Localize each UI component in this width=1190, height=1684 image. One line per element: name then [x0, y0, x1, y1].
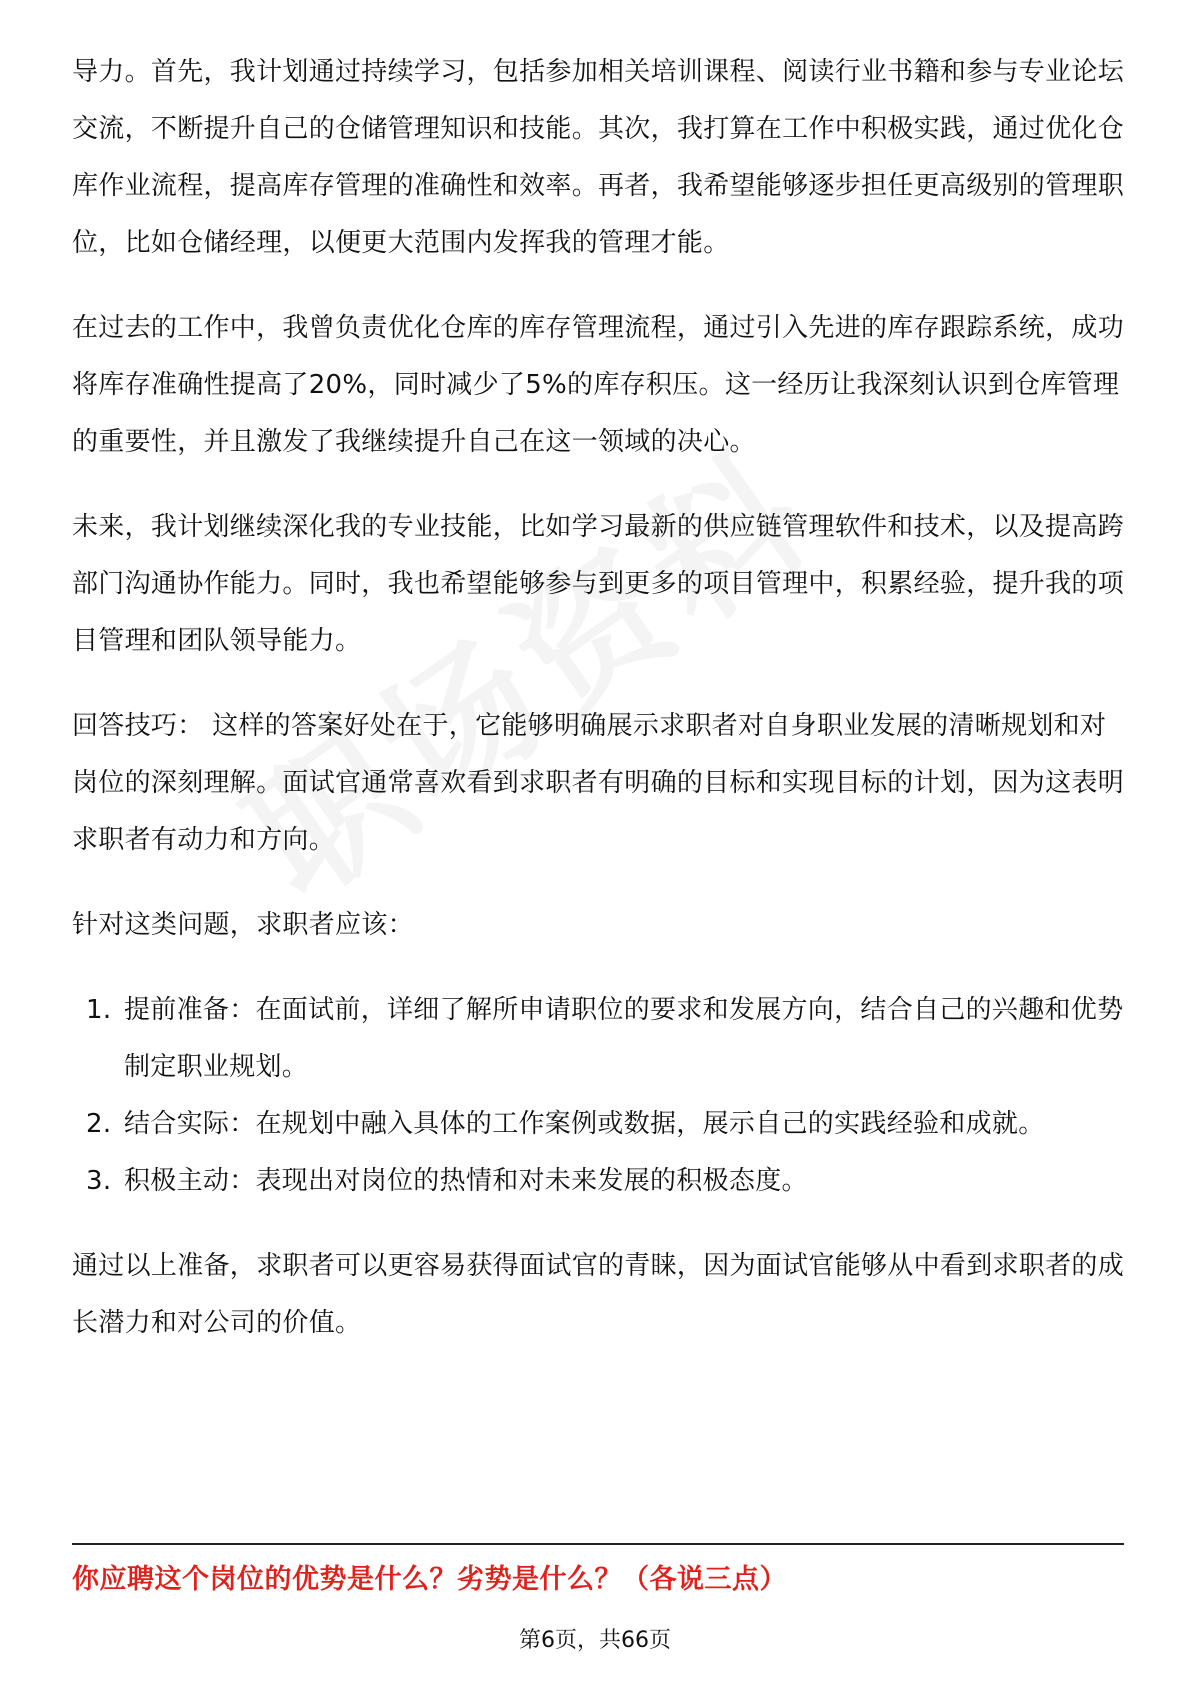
list-item	[72, 982, 1124, 1096]
list-item-text: 结合实际：在规划中融入具体的工作案例或数据，展示自己的实践经验和成就。	[124, 1109, 1045, 1139]
advice-list	[72, 982, 1124, 1210]
list-item-text: 积极主动：表现出对岗位的热情和对未来发展的积极态度。	[124, 1166, 808, 1196]
page-number: 第6页，共66页	[519, 1628, 671, 1653]
list-item-text: 提前准备：在面试前，详细了解所申请职位的要求和发展方向，结合自己的兴趣和优势制定职业规划。	[124, 995, 1124, 1082]
section-divider	[72, 1543, 1124, 1545]
list-item-number: 3.	[86, 1166, 112, 1196]
paragraph-future: 未来，我计划继续深化我的专业技能，比如学习最新的供应链管理软件和技术，以及提高跨部门沟通协作能力。同时，我也希望能够参与到更多的项目管理中，积累经验，提升我的项目管理和团队领导能力。	[72, 512, 1125, 656]
list-item-number: 1.	[86, 995, 112, 1025]
paragraph-experience: 在过去的工作中，我曾负责优化仓库的库存管理流程，通过引入先进的库存跟踪系统，成功将库存准确性提高了20%，同时减少了5%的库存积压。这一经历让我深刻认识到仓库管理的重要性，并且激发了我继续提升自己在这一领域的决心。	[72, 313, 1125, 457]
paragraph-closing: 通过以上准备，求职者可以更容易获得面试官的青睐，因为面试官能够从中看到求职者的成长潜力和对公司的价值。	[72, 1251, 1125, 1338]
document-body	[72, 44, 1124, 1380]
next-question-heading: 你应聘这个岗位的优势是什么？劣势是什么？（各说三点）	[72, 1564, 787, 1595]
list-item	[72, 1153, 1124, 1210]
paragraph-advice-intro: 针对这类问题，求职者应该：	[72, 910, 414, 940]
list-item-number: 2.	[86, 1109, 112, 1139]
paragraph-plan: 导力。首先，我计划通过持续学习，包括参加相关培训课程、阅读行业书籍和参与专业论坛交流，不断提升自己的仓储管理知识和技能。其次，我打算在工作中积极实践，通过优化仓库作业流程，提高库存管理的准确性和效率。再者，我希望能够逐步担任更高级别的管理职位，比如仓储经理，以便更大范围内发挥我的管理才能。	[72, 57, 1125, 258]
list-item	[72, 1096, 1124, 1153]
paragraph-answer-tips: 回答技巧： 这样的答案好处在于，它能够明确展示求职者对自身职业发展的清晰规划和对岗位的深刻理解。面试官通常喜欢看到求职者有明确的目标和实现目标的计划，因为这表明求职者有动力和方向。	[72, 711, 1125, 855]
